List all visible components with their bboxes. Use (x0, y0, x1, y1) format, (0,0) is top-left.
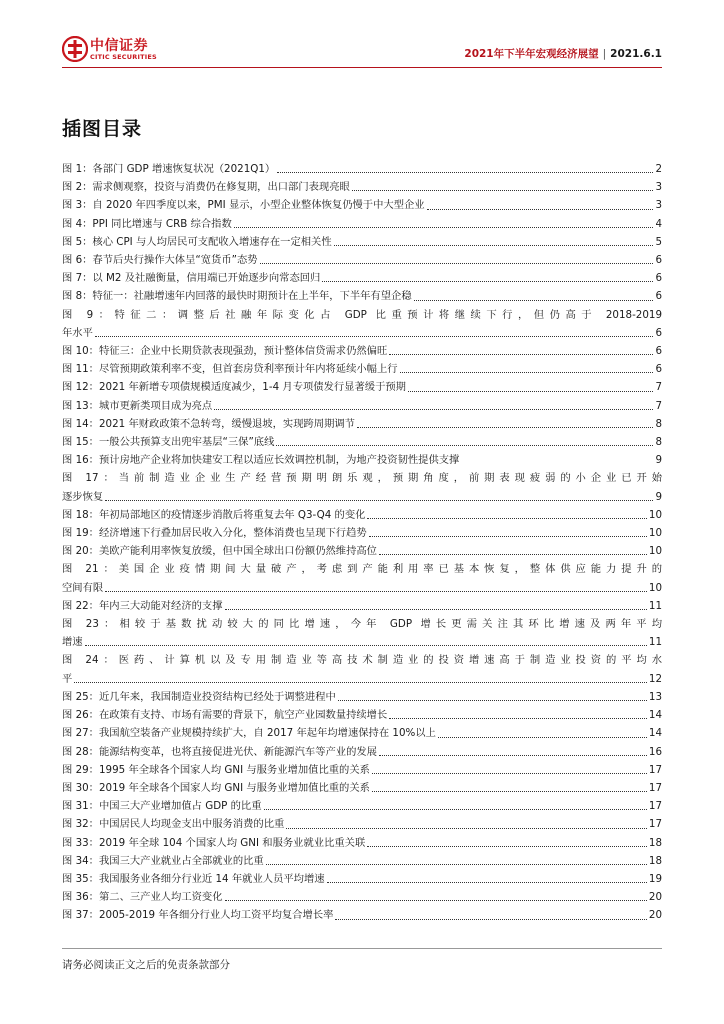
toc-page-number: 14 (648, 727, 662, 740)
leader-dots (369, 536, 647, 537)
toc-entry-text-continued: 空间有限 (62, 581, 104, 594)
toc-entry[interactable] (62, 251, 662, 269)
toc-entry[interactable] (62, 360, 662, 378)
toc-page-number: 17 (648, 800, 662, 813)
toc-entry-text: 图 10：特征三：企业中长期贷款表现强劲，预计整体信贷需求仍然偏旺 (62, 345, 388, 358)
toc-entry[interactable] (62, 906, 662, 924)
toc-entry[interactable] (62, 215, 662, 233)
toc-page-number: 2 (655, 163, 662, 175)
toc-page-number: 10 (648, 508, 662, 521)
leader-dots (427, 209, 654, 210)
toc-entry-text: 图 28：能源结构变革，也将直接促进光伏、新能源汽车等产业的发展 (62, 745, 377, 758)
leader-dots (286, 828, 647, 829)
toc-page-number: 10 (648, 527, 662, 540)
toc-entry[interactable] (62, 306, 662, 342)
toc-entry[interactable] (62, 160, 662, 178)
toc-entry-text-continued: 年水平 (62, 326, 93, 339)
toc-page-number: 18 (648, 836, 662, 849)
toc-entry-text: 图 12：2021 年新增专项债规模适度减少，1-4 月专项债发行显著缓于预期 (62, 381, 406, 394)
toc-page-number: 19 (648, 872, 662, 885)
citic-logo-icon (62, 36, 88, 62)
toc-entry-text: 图 4：PPI 同比增速与 CRB 综合指数 (62, 217, 232, 230)
toc-entry[interactable] (62, 469, 662, 505)
toc-entry-text: 图 19：经济增速下行叠加居民收入分化，整体消费也呈现下行趋势 (62, 527, 367, 540)
leader-dots (105, 591, 647, 592)
toc-page-number: 17 (648, 818, 662, 831)
toc-entry[interactable] (62, 834, 662, 852)
footer-divider (62, 948, 662, 949)
leader-dots (334, 245, 654, 246)
leader-dots (338, 700, 647, 701)
toc-entry[interactable] (62, 761, 662, 779)
toc-entry-text: 图 6：春节后央行操作大体呈“宽货币”态势 (62, 254, 258, 267)
toc-page-number: 6 (655, 290, 662, 303)
toc-page-number: 10 (648, 581, 662, 594)
toc-entry-text: 图 25：近几年来，我国制造业投资结构已经处于调整进程中 (62, 690, 336, 703)
toc-entry-text: 图 27：我国航空装备产业规模持续扩大，自 2017 年起年均增速保持在 10%以上 (62, 727, 436, 740)
toc-entry[interactable] (62, 524, 662, 542)
toc-entry[interactable] (62, 342, 662, 360)
toc-page-number: 20 (648, 909, 662, 922)
toc-entry[interactable] (62, 233, 662, 251)
toc-entry[interactable] (62, 797, 662, 815)
leader-dots (408, 391, 653, 392)
leader-dots (276, 445, 653, 446)
leader-dots (335, 919, 646, 920)
toc-entry[interactable] (62, 506, 662, 524)
leader-dots (379, 554, 647, 555)
toc-page-number: 9 (655, 490, 662, 503)
toc-entry-text: 图 24：医药、计算机以及专用制造业等高技术制造业的投资增速高于制造业投资的平均水 (62, 654, 662, 667)
leader-dots (264, 809, 647, 810)
toc-entry[interactable] (62, 196, 662, 214)
toc-entry[interactable] (62, 706, 662, 724)
toc-page-number: 6 (655, 363, 662, 376)
toc-entry-text: 图 18：年初局部地区的疫情逐步消散后将重复去年 Q3-Q4 的变化 (62, 508, 366, 521)
page-header (62, 34, 662, 66)
leader-dots (234, 227, 654, 228)
leader-dots (322, 281, 653, 282)
leader-dots (372, 791, 647, 792)
toc-page-number: 6 (655, 326, 662, 339)
leader-dots (352, 190, 654, 191)
toc-entry[interactable] (62, 287, 662, 305)
toc-page-number: 6 (655, 345, 662, 358)
leader-dots (95, 336, 654, 337)
toc-entry-text: 图 32：中国居民人均现金支出中服务消费的比重 (62, 818, 285, 831)
toc-entry[interactable] (62, 433, 662, 451)
toc-entry-text: 图 3：自 2020 年四季度以来，PMI 显示，小型企业整体恢复仍慢于中大型企业 (62, 199, 425, 212)
toc-page-number: 7 (655, 381, 662, 394)
toc-entry-text-continued: 平 (62, 672, 73, 685)
toc-entry-text: 图 26：在政策有支持、市场有需要的背景下，航空产业园数量持续增长 (62, 709, 388, 722)
brand-name-cn: 中信证券 (90, 38, 148, 54)
toc-entry[interactable] (62, 397, 662, 415)
report-title: 2021年下半年宏观经济展望 (464, 48, 599, 60)
toc-entry-text: 图 31：中国三大产业增加值占 GDP 的比重 (62, 800, 262, 813)
leader-dots (389, 718, 647, 719)
toc-entry[interactable] (62, 815, 662, 833)
toc-entry[interactable] (62, 378, 662, 396)
toc-entry[interactable] (62, 560, 662, 596)
toc-entry-text-continued: 逐步恢复 (62, 490, 104, 503)
toc-page-number: 8 (655, 436, 662, 449)
leader-dots (379, 755, 647, 756)
toc-entry-text: 图 34：我国三大产业就业占全部就业的比重 (62, 854, 264, 867)
toc-page-number: 17 (648, 781, 662, 794)
toc-page-number: 18 (648, 854, 662, 867)
toc-entry-text: 图 14：2021 年财政政策不急转弯，缓慢退坡，实现跨周期调节 (62, 417, 355, 430)
toc-entry[interactable] (62, 269, 662, 287)
toc-entry-text: 图 8：特征一：社融增速年内回落的最快时期预计在上半年，下半年有望企稳 (62, 290, 412, 303)
toc-entry-text: 图 15：一般公共预算支出兜牢基层“三保”底线 (62, 436, 275, 449)
toc-page-number: 17 (648, 763, 662, 776)
toc-entry[interactable] (62, 451, 662, 469)
toc-entry-text-continued: 增速 (62, 636, 83, 649)
leader-dots (327, 882, 647, 883)
toc-entry-text: 图 29：1995 年全球各个国家人均 GNI 与服务业增加值比重的关系 (62, 763, 370, 776)
leader-dots (277, 172, 653, 173)
leader-dots (260, 263, 654, 264)
leader-dots (225, 900, 647, 901)
toc-entry-text: 图 30：2019 年全球各个国家人均 GNI 与服务业增加值比重的关系 (62, 781, 370, 794)
footer-disclaimer: 请务必阅读正文之后的免责条款部分 (62, 959, 230, 971)
toc-entry[interactable] (62, 870, 662, 888)
toc-entry-text: 图 16：预计房地产企业将加快建安工程以适应长效调控机制，为地产投资韧性提供支撑 (62, 454, 460, 467)
toc-entry-text: 图 13：城市更新类项目成为亮点 (62, 399, 213, 412)
toc-entry-text: 图 20：美欧产能利用率恢复放缓，但中国全球出口份额仍然维持高位 (62, 545, 377, 558)
toc-entry-text: 图 7：以 M2 及社融衡量，信用端已开始逐步向常态回归 (62, 272, 321, 285)
toc-entry-text: 图 23：相较于基数扰动较大的同比增速，今年 GDP 增长更需关注其环比增速及两年平均 (62, 618, 662, 631)
toc-page-number: 13 (648, 690, 662, 703)
toc-page-number: 3 (655, 181, 662, 194)
leader-dots (438, 737, 647, 738)
toc-entry[interactable] (62, 852, 662, 870)
toc-page-number: 6 (655, 272, 662, 285)
toc-entry[interactable] (62, 779, 662, 797)
toc-page-number: 16 (648, 745, 662, 758)
leader-dots (74, 682, 647, 683)
toc-entry-text: 图 1：各部门 GDP 增速恢复状况（2021Q1） (62, 163, 276, 175)
toc-page-number: 6 (655, 254, 662, 267)
toc-entry[interactable] (62, 724, 662, 742)
report-info (464, 46, 662, 61)
leader-dots (225, 609, 647, 610)
header-separator: | (602, 48, 607, 60)
toc-page-number: 10 (648, 545, 662, 558)
toc-page-number: 8 (655, 417, 662, 430)
page-title: 插图目录 (62, 118, 143, 140)
leader-dots (367, 518, 646, 519)
toc-entry-text: 图 36：第二、三产业人均工资变化 (62, 891, 223, 904)
toc-entry-text: 图 35：我国服务业各细分行业近 14 年就业人员平均增速 (62, 872, 325, 885)
leader-dots (367, 846, 647, 847)
toc-entry[interactable] (62, 651, 662, 687)
leader-dots (85, 645, 647, 646)
toc-entry-text: 图 2：需求侧观察，投资与消费仍在修复期，出口部门表现亮眼 (62, 181, 350, 194)
figure-index (62, 160, 662, 925)
toc-page-number: 7 (655, 399, 662, 412)
leader-dots (105, 500, 653, 501)
leader-dots (372, 773, 647, 774)
leader-dots (357, 427, 653, 428)
toc-page-number: 14 (648, 709, 662, 722)
toc-entry[interactable] (62, 615, 662, 651)
toc-entry[interactable] (62, 888, 662, 906)
toc-page-number: 5 (655, 235, 662, 248)
toc-page-number: 11 (648, 599, 662, 612)
toc-entry-text: 图 21：美国企业疫情期间大量破产，考虑到产能利用率已基本恢复，整体供应能力提升的 (62, 563, 662, 576)
toc-entry[interactable] (62, 743, 662, 761)
toc-entry-text: 图 5：核心 CPI 与人均居民可支配收入增速存在一定相关性 (62, 235, 332, 248)
leader-dots (389, 354, 653, 355)
toc-entry-text: 图 33：2019 年全球 104 个国家人均 GNI 和服务业就业比重关联 (62, 836, 366, 849)
toc-page-number: 12 (648, 672, 662, 685)
toc-page-number: 3 (655, 199, 662, 212)
header-divider (62, 67, 662, 68)
leader-dots (266, 864, 647, 865)
leader-dots (214, 409, 653, 410)
toc-entry-text: 图 9：特征二：调整后社融年际变化占 GDP 比重预计将继续下行，但仍高于 2018-2019 (62, 308, 662, 321)
toc-page-number: 9 (655, 454, 662, 467)
leader-dots (400, 372, 654, 373)
toc-entry[interactable] (62, 178, 662, 196)
toc-entry-text: 图 17：当前制造业企业生产经营预期明朗乐观，预期角度，前期表现疲弱的小企业已开始 (62, 472, 662, 485)
toc-page-number: 4 (655, 217, 662, 230)
toc-page-number: 11 (648, 636, 662, 649)
report-date: 2021.6.1 (610, 48, 662, 60)
leader-dots (414, 300, 654, 301)
toc-entry-text: 图 37：2005-2019 年各细分行业人均工资平均复合增长率 (62, 909, 334, 922)
toc-entry[interactable] (62, 415, 662, 433)
citic-logo (62, 34, 162, 64)
brand-name-en: CITIC SECURITIES (90, 53, 157, 61)
toc-entry-text: 图 22：年内三大动能对经济的支撑 (62, 599, 223, 612)
toc-entry-text: 图 11：尽管预期政策利率不变，但首套房贷利率预计年内将延续小幅上行 (62, 363, 398, 376)
toc-entry[interactable] (62, 542, 662, 560)
toc-entry[interactable] (62, 597, 662, 615)
toc-entry[interactable] (62, 688, 662, 706)
toc-page-number: 20 (648, 891, 662, 904)
